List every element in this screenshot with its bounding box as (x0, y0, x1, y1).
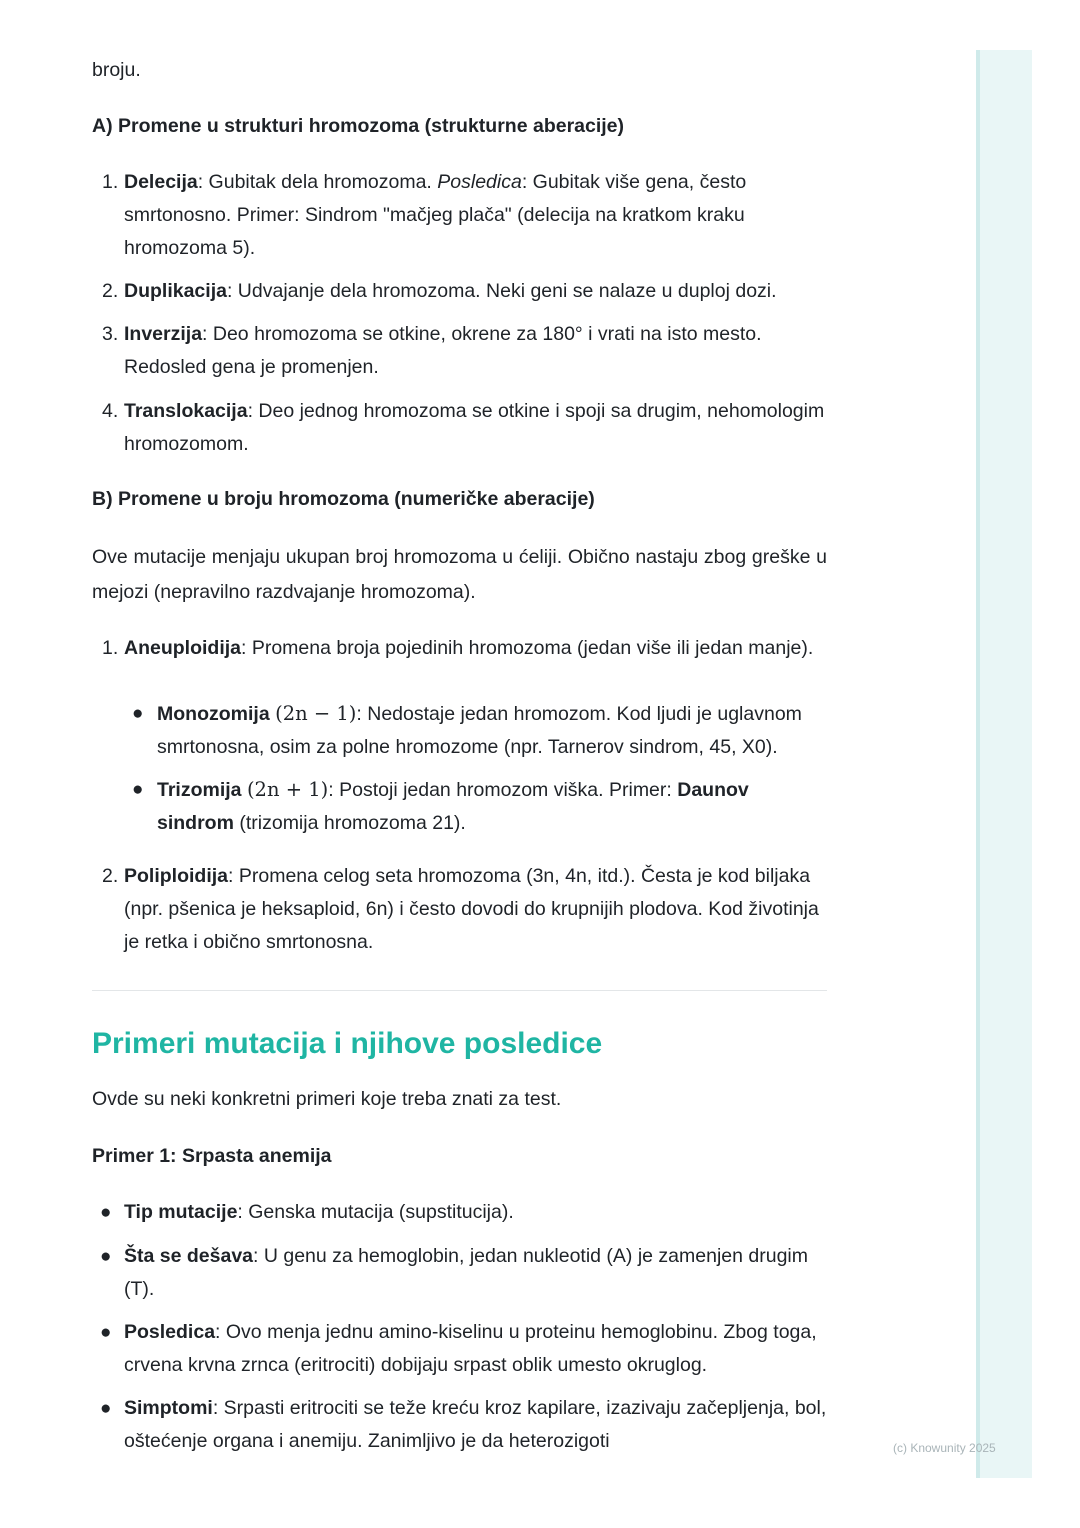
list-item-inverzija: 3. Inverzija: Deo hromozoma se otkine, okrene za 180° i vrati na isto mesto. Redosled gena je promenjen. (102, 323, 762, 378)
sub-item-trizomija: ● Trizomija (2n + 1): Postoji jedan hromozom viška. Primer: Daunov sindrom (trizomija hromozoma 21). (124, 773, 827, 840)
bullet-icon: ● (100, 1322, 112, 1343)
bullet-item-sta-se-desava: ● Šta se dešava: U genu za hemoglobin, jedan nukleotid (A) je zamenjen drugim (T). (92, 1240, 827, 1306)
paragraph-continuation: broju. (92, 59, 141, 81)
section-c-heading: Primeri mutacija i njihove posledice (92, 1027, 603, 1060)
section-b-intro: Ove mutacije menjaju ukupan broj hromozoma u ćeliji. Obično nastaju zbog greške u mejozi (nepravilno razdvajanje hromozoma). (92, 546, 827, 603)
watermark: (c) Knowunity 2025 (893, 1441, 996, 1455)
list-item-duplikacija: 2. Duplikacija: Udvajanje dela hromozoma. Neki geni se nalaze u duploj dozi. (102, 280, 777, 302)
sub-item-monozomija: ● Monozomija (2n − 1): Nedostaje jedan hromozom. Kod ljudi je uglavnom smrtonosna, osim za polne hromozome (npr. Tarnerov sindrom, 45, X0). (124, 697, 827, 764)
bullet-item-posledica: ● Posledica: Ovo menja jednu amino-kiselinu u proteinu hemoglobinu. Zbog toga, crvena krvna zrnca (eritrociti) dobijaju srpast oblik umesto okruglog. (92, 1316, 827, 1382)
bullet-icon: ● (100, 1202, 112, 1223)
bullet-item-tip-mutacije: ● Tip mutacije: Genska mutacija (supstitucija). (92, 1196, 827, 1229)
bullet-item-simptomi: ● Simptomi: Srpasti eritrociti se teže kreću kroz kapilare, izazivaju začepljenja, bol, oštećenje organa i anemiju. Zanimljivo je da heterozigoti (92, 1392, 827, 1458)
example-heading: Primer 1: Srpasta anemija (92, 1145, 332, 1167)
list-item-poliploidija: 2. Poliploidija: Promena celog seta hromozoma (3n, 4n, itd.). Česta je kod biljaka (npr. pšenica je heksaploid, 6n) i često dovodi do krupnijih plodova. Kod životinja je retka i obično smrtonosna. (102, 865, 819, 953)
bullet-icon: ● (132, 703, 144, 724)
section-a-heading: A) Promene u strukturi hromozoma (strukturne aberacije) (92, 115, 625, 137)
page-side-margin (976, 50, 1032, 1478)
section-c-intro: Ovde su neki konkretni primeri koje treba znati za test. (92, 1088, 562, 1110)
list-item-translokacija: 4. Translokacija: Deo jednog hromozoma se otkine i spoji sa drugim, nehomologim hromozomom. (102, 400, 825, 455)
section-divider (92, 990, 827, 991)
bullet-icon: ● (100, 1246, 112, 1267)
list-item-delecija: 1. Delecija: Gubitak dela hromozoma. Posledica: Gubitak više gena, često smrtonosno. Primer: Sindrom "mačjeg plača" (delecija na kratkom kraku hromozoma 5). (102, 171, 747, 259)
bullet-icon: ● (132, 779, 144, 800)
bullet-icon: ● (100, 1398, 112, 1419)
list-item-aneuploidija: 1. Aneuploidija: Promena broja pojedinih hromozoma (jedan više ili jedan manje). (102, 637, 814, 659)
section-b-heading: B) Promene u broju hromozoma (numeričke aberacije) (92, 488, 595, 510)
